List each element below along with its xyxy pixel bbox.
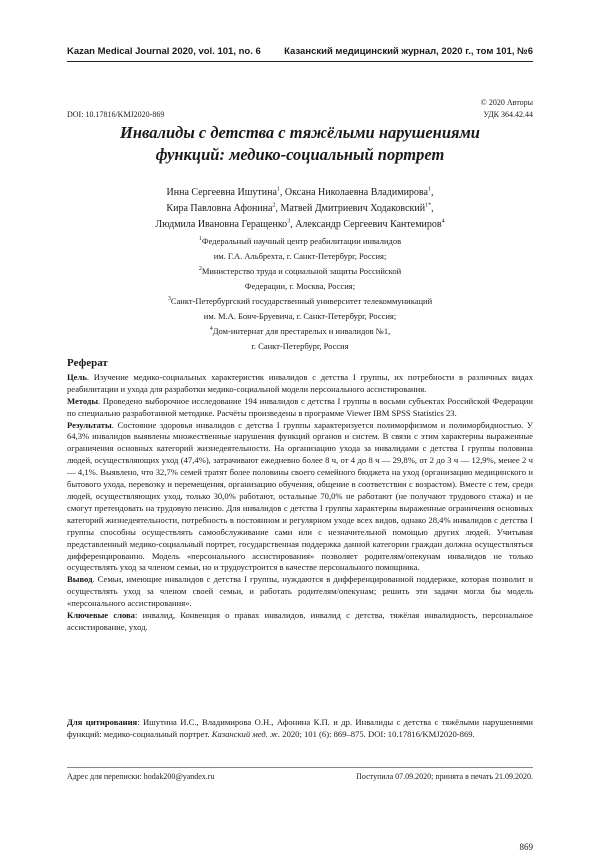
author-name: Александр Сергеевич Кантемиров [295,219,442,230]
header-rule [67,61,533,62]
affiliation-text: Санкт-Петербургский государственный университет телекоммуникаций [170,296,433,306]
affiliation-mark: 3 [167,296,171,303]
abstract-label: Вывод [67,574,93,585]
abstract-methods [67,396,533,420]
abstract-text: : инвалид, Конвенция о правах инвалидов, инвалид с детства, тяжёлая инвалидность, персональное ассистирование, уход. [67,610,533,632]
author-affiliation-mark: 1 [276,186,280,193]
affiliation-text: Федеральный научный центр реабилитации инвалидов [201,236,402,246]
author-affiliation-mark: 1 [427,186,431,193]
affiliation-text: Дом-интернат для престарелых и инвалидов №1, [212,326,391,336]
affiliation-mark: 1 [198,236,202,243]
affiliation-text: Министерство труда и социальной защиты Российской [201,266,402,276]
abstract-label: Методы [67,395,99,406]
abstract-heading: Реферат [67,357,108,369]
copyright: © 2020 Авторы [480,98,533,107]
footer-rule [67,767,533,768]
affiliation-text: Федерации, г. Москва, Россия; [244,281,356,291]
journal-header-en: Kazan Medical Journal 2020, vol. 101, no. 6 [67,46,261,57]
title-line: функций: медико-социальный портрет [155,145,445,164]
abstract-keywords [67,610,533,634]
author-name: Оксана Николаевна Владимирова [284,187,428,198]
abstract-label: Результаты [67,419,112,430]
doi: DOI: 10.17816/KMJ2020-869 [67,110,165,119]
affiliation-text: им. Г.А. Альбрехта, г. Санкт-Петербург, Россия; [213,251,387,261]
abstract-conclusion [67,574,533,610]
author-affiliation-mark: 3 [287,218,291,225]
affiliation-mark: 2 [198,266,202,273]
author-affiliation-mark: 4 [441,218,445,225]
author-affiliation-mark: 2 [272,202,276,209]
abstract-text: . Изучение медико-социальных характеристик инвалидов с детства I группы, их потребности в различных видах реабилитации и ухода для разработки медико-социальной модели персонального ассистирования. [67,371,533,394]
running-header [67,46,533,60]
received-date: Поступила 07.09.2020; принята в печать 21.09.2020. [356,772,533,781]
abstract-aim [67,372,533,396]
abstract-label: Цель [67,371,87,382]
contact-address: Адрес для переписки: hodak200@yandex.ru [67,772,215,781]
abstract-results [67,420,533,575]
abstract [67,358,533,634]
citation-journal: Казанский мед. ж. [211,729,281,739]
journal-header-ru: Казанский медицинский журнал, 2020 г., том 101, №6 [284,46,533,57]
author-name: Людмила Ивановна Геращенко [155,219,288,230]
citation-label: Для цитирования [67,717,138,727]
abstract-label: Ключевые слова [67,610,135,621]
author-name: Матвей Дмитриевич Ходаковский [280,203,426,214]
abstract-text: . Семьи, имеющие инвалидов с детства I группы, нуждаются в дифференцированной поддержке, которая позволит и осуществлять уход за членом своей семьи, и работать родителям/опекунам; решить эти задачи могла бы модель «персонального ассистирования». [67,574,533,609]
page-number: 869 [519,842,533,852]
citation-tail: 2020; 101 (6): 869–875. DOI: 10.17816/KMJ2020-869. [280,729,475,739]
article-title [67,122,533,166]
author-name: Инна Сергеевна Ишутина [166,187,277,198]
citation [67,716,533,740]
citation-text: : Ишутина И.С., Владимирова О.Н., Афонина К.П. и др. Инвалиды с детства с тяжёлыми нарушениями функций: медико-социальный портрет. [67,717,533,739]
udc: УДК 364.42.44 [483,110,533,119]
title-line: Инвалиды с детства с тяжёлыми нарушениями [120,123,480,142]
affiliation-mark: 4 [209,326,213,333]
author-name: Кира Павловна Афонина [166,203,273,214]
affiliation-text: им. М.А. Бонч-Бруевича, г. Санкт-Петербург, Россия; [203,311,397,321]
affiliation-text: г. Санкт-Петербург, Россия [251,341,349,351]
author-list: Инна Сергеевна Ишутина$^1$, Оксана Николаевна Владимирова$^1$, Кира Павловна Афонина$^2$, Матвей Дмитриевич Ходаковский$^{1*}$, Людмила Ивановна Геращенко$^3$, Александр Сергеевич Кантемиров$^4$ [155,186,445,230]
author-affiliation-mark: 1* [425,202,432,209]
abstract-text: . Состояние здоровья инвалидов с детства I группы характеризуется полиморфизмом и полиморбидностью. У 64,3% инвалидов выявлены множественные нарушения функций органов и систем. В связи с этим характерны выраженные ограничения основных категорий жизнедеятельности. На организацию ухода за инвалидами с детства I группы половина людей, осуществляющих уход (47,4%), затрачивают ежедневно более 8 ч, от 4 до 8 ч — 29,8%, от 2 до 3 ч — 12,9%, менее 2 ч — 4,1%. Выявлено, что 32,7% семей тратят более половины своего семейного бюджета на уход (организацию медицинского и бытового ухода, перевозку и перемещения, организацию обучения, общение в соответствии с возрастом). Вместе с тем, среди людей, осуществляющих уход, только 30,0% работают, остальные 70,0% не работают (не получают трудового стажа) и не смогут претендовать на трудовую пенсию. Для инвалидов с детства I группы характерны выраженные ограничения основных категорий жизнедеятельности, потребность в постоянном и регулярном уходе всех видов, однако 28,4% инвалидов с детства I группы способны осуществлять самообслуживание сами или с незначительной помощью других людей. Учитывая представленный медико-социальный портрет, государственная поддержка данной категории граждан должна осуществляться дифференцированно. Модель «персонального ассистирования» позволяет родителям/опекунам инвалидов не только осуществлять уход за членом семьи, но и трудоустроится в качестве персонального помощника. [67,419,533,573]
affiliation-list [67,234,533,354]
abstract-text: . Проведено выборочное исследование 194 инвалидов с детства I группы в восьми субъектах Российской Федерации по специально разработанной методике. Расчёты произведены в программе Viewer IBM SPSS Statistics 23. [67,395,533,418]
